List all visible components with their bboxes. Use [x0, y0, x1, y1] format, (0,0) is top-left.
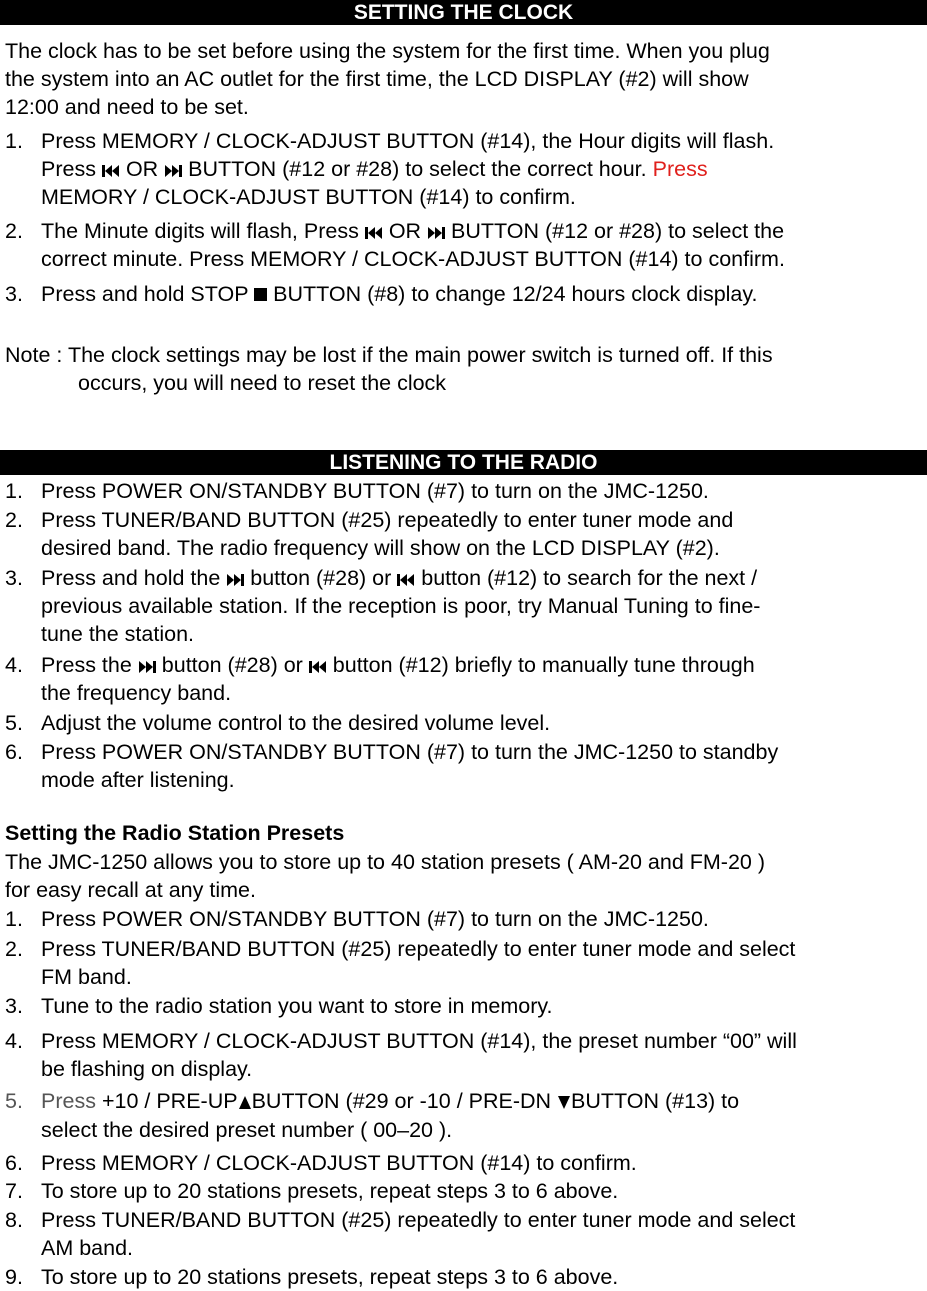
skip-back-icon	[309, 653, 327, 681]
step-number: 8.	[5, 1208, 23, 1232]
skip-forward-icon	[226, 566, 244, 594]
step-number: 6.	[5, 740, 23, 764]
step-number: 1.	[5, 479, 23, 503]
step-number: 3.	[5, 566, 23, 590]
step-text: Press TUNER/BAND BUTTON (#25) repeatedly to enter tuner mode and	[41, 508, 734, 532]
step-text	[41, 217, 784, 247]
intro-line: for easy recall at any time.	[5, 878, 256, 902]
step-text: Press POWER ON/STANDBY BUTTON (#7) to turn on the JMC-1250.	[41, 479, 709, 503]
step-text-part: BUTTON (#13) to	[571, 1089, 740, 1113]
step-text: To store up to 20 stations presets, repeat steps 3 to 6 above.	[41, 1265, 619, 1289]
section-title-setting-clock: SETTING THE CLOCK	[0, 0, 927, 25]
step-text: mode after listening.	[41, 768, 235, 792]
step-number: 4.	[5, 653, 23, 677]
step-text-part: OR	[125, 157, 159, 181]
skip-forward-icon	[138, 653, 156, 681]
step-text	[41, 564, 757, 594]
step-text-part: BUTTON (#12 or #28) to select the correct hour.	[188, 157, 647, 181]
step-number: 1.	[5, 907, 23, 931]
subheading-presets: Setting the Radio Station Presets	[5, 821, 345, 845]
step-number: 2.	[5, 937, 23, 961]
step-text: be flashing on display.	[41, 1057, 253, 1081]
step-text: previous available station. If the reception is poor, try Manual Tuning to fine-	[41, 594, 761, 618]
step-text	[41, 280, 758, 308]
intro-line: 12:00 and need to be set.	[5, 95, 249, 119]
step-text-part: The Minute digits will flash, Press	[41, 219, 359, 243]
step-number: 2.	[5, 508, 23, 532]
intro-line: The JMC-1250 allows you to store up to 40 station presets ( AM-20 and FM-20 )	[5, 850, 766, 874]
step-text: Press TUNER/BAND BUTTON (#25) repeatedly to enter tuner mode and select	[41, 937, 796, 961]
step-text: the frequency band.	[41, 681, 232, 705]
step-text-gray: Press	[41, 1089, 96, 1113]
step-text: Press MEMORY / CLOCK-ADJUST BUTTON (#14) to confirm.	[41, 1151, 637, 1175]
step-text-part: button (#28) or	[250, 566, 392, 590]
step-text-part: BUTTON (#29 or -10 / PRE-DN	[251, 1089, 552, 1113]
step-text-part: button (#28) or	[161, 653, 303, 677]
step-text-part: Press	[41, 157, 96, 181]
stop-icon	[254, 288, 267, 301]
step-text	[41, 1087, 739, 1117]
step-number: 7.	[5, 1179, 23, 1203]
step-text-part: BUTTON (#12 or #28) to select the	[451, 219, 785, 243]
step-text: FM band.	[41, 965, 132, 989]
step-text: desired band. The radio frequency will show on the LCD DISPLAY (#2).	[41, 536, 720, 560]
skip-back-icon	[102, 157, 120, 185]
note-line: Note : The clock settings may be lost if the main power switch is turned off. If this	[5, 343, 773, 367]
step-text: select the desired preset number ( 00–20 ).	[41, 1118, 453, 1142]
step-number: 1.	[5, 129, 23, 153]
step-text: AM band.	[41, 1236, 134, 1260]
step-number: 3.	[5, 282, 23, 306]
step-text-part: Press and hold the	[41, 566, 221, 590]
step-text-part: button (#12) to search for the next /	[421, 566, 758, 590]
skip-forward-icon	[164, 157, 182, 185]
step-text-part: +10 / PRE-UP	[101, 1089, 238, 1113]
step-number: 5.	[5, 1089, 23, 1113]
step-text-part: button (#12) briefly to manually tune through	[332, 653, 755, 677]
step-number: 2.	[5, 219, 23, 243]
step-text: Press MEMORY / CLOCK-ADJUST BUTTON (#14), the Hour digits will flash.	[41, 129, 775, 153]
up-arrow-icon	[238, 1089, 252, 1117]
down-arrow-icon	[557, 1089, 571, 1117]
step-number: 4.	[5, 1029, 23, 1053]
step-number: 6.	[5, 1151, 23, 1175]
step-number: 3.	[5, 994, 23, 1018]
step-text: Press MEMORY / CLOCK-ADJUST BUTTON (#14), the preset number “00” will	[41, 1029, 797, 1053]
step-text	[41, 651, 755, 681]
step-text-red: Press	[652, 157, 708, 181]
step-text: Press POWER ON/STANDBY BUTTON (#7) to turn on the JMC-1250.	[41, 907, 709, 931]
step-text: To store up to 20 stations presets, repeat steps 3 to 6 above.	[41, 1179, 619, 1203]
step-text: correct minute. Press MEMORY / CLOCK-ADJUST BUTTON (#14) to confirm.	[41, 247, 785, 271]
step-number: 5.	[5, 711, 23, 735]
step-text-part: BUTTON (#8) to change 12/24 hours clock display.	[273, 282, 758, 306]
step-text-part: Press the	[41, 653, 132, 677]
step-text: Press TUNER/BAND BUTTON (#25) repeatedly to enter tuner mode and select	[41, 1208, 796, 1232]
step-text-part: Press and hold STOP	[41, 282, 249, 306]
step-text: MEMORY / CLOCK-ADJUST BUTTON (#14) to confirm.	[41, 185, 576, 209]
skip-back-icon	[365, 219, 383, 247]
step-number: 9.	[5, 1265, 23, 1289]
intro-line: The clock has to be set before using the system for the first time. When you plug	[5, 39, 770, 63]
section-title-listening-radio: LISTENING TO THE RADIO	[0, 450, 927, 475]
step-text: Press POWER ON/STANDBY BUTTON (#7) to turn the JMC-1250 to standby	[41, 740, 779, 764]
step-text: tune the station.	[41, 622, 194, 646]
skip-back-icon	[397, 566, 415, 594]
intro-line: the system into an AC outlet for the first time, the LCD DISPLAY (#2) will show	[5, 67, 749, 91]
step-text-part: OR	[388, 219, 422, 243]
step-text: Adjust the volume control to the desired volume level.	[41, 711, 551, 735]
note-line: occurs, you will need to reset the clock	[78, 371, 447, 395]
step-text: Tune to the radio station you want to store in memory.	[41, 994, 553, 1018]
step-text	[41, 155, 708, 185]
skip-forward-icon	[427, 219, 445, 247]
